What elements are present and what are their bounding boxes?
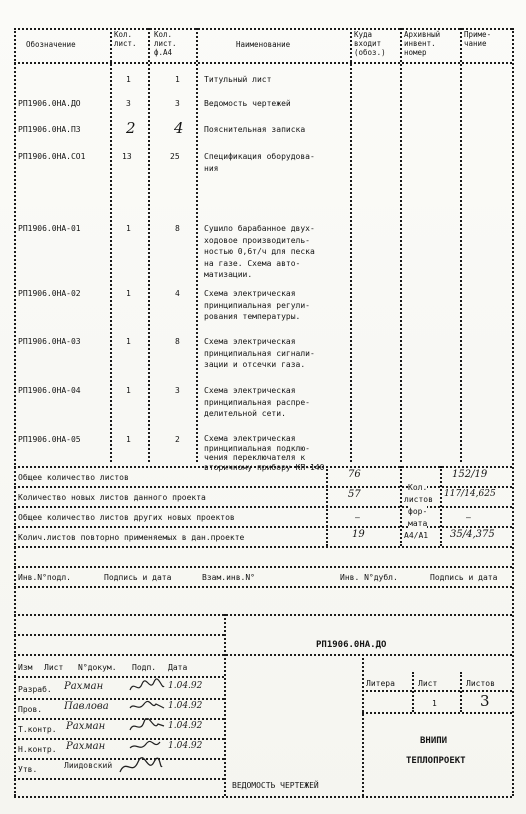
row-1-kol: 1: [126, 75, 131, 84]
stamp-col-4: [460, 672, 462, 712]
total-novykh-a4: 117/14,625: [444, 489, 496, 499]
totals-line-3: [14, 526, 512, 528]
header-kol-list: Кол. лист.: [114, 30, 137, 48]
row-7-a4: 8: [175, 337, 180, 346]
format-label-2: мата: [408, 519, 428, 528]
row-3-code: РП1906.0НА.ПЗ: [18, 125, 81, 134]
inv-dubl-label: Инв. N°дубл.: [340, 573, 398, 582]
row-9-code: РП1906.0НА-05: [18, 435, 81, 444]
row-2-kol: 3: [126, 99, 131, 108]
col-line-6: [460, 28, 462, 462]
tkontr-date: 1.04.92: [168, 721, 203, 731]
stamp-right-line-2: [362, 712, 512, 714]
stamp-listov-label: Листов: [466, 679, 495, 688]
header-kuda: Куда входит (обоз.): [354, 30, 386, 57]
frame-bottom: [14, 796, 512, 798]
row-1-name: Титульный лист: [204, 75, 272, 84]
inv-podpis2-label: Подпись и дата: [430, 573, 498, 582]
row-7-code: РП1906.0НА-03: [18, 337, 81, 346]
tkontr-role: Т.контр.: [18, 725, 57, 734]
row-2-code: РП1906.0НА.ДО: [18, 99, 81, 108]
header-naimenovanie: Наименование: [236, 40, 291, 49]
nkontr-role: Н.контр.: [18, 745, 57, 754]
header-arkhiv: Архивный инвент. номер: [404, 30, 441, 57]
row-9-kol: 1: [126, 435, 131, 444]
row-9-name: Схема электрическая принципиальная подклю- чения переключателя к вторичному прибору КП-140: [204, 434, 325, 472]
stamp-izm-label: Изм: [18, 663, 33, 672]
stamp-title: ВЕДОМОСТЬ ЧЕРТЕЖЕЙ: [232, 781, 319, 790]
frame-left: [14, 28, 16, 796]
row-6-kol: 1: [126, 289, 131, 298]
row-3-a4: 4: [174, 119, 184, 137]
frame-right: [512, 28, 514, 796]
stamp-line-c: [14, 676, 224, 678]
row-9-a4: 2: [175, 435, 180, 444]
row-1-a4: 1: [175, 75, 180, 84]
row-8-name: Схема электрическая принципиальная распре- делительной сети.: [204, 386, 310, 418]
totals-line-2: [14, 506, 512, 508]
total-obshchee-a4: 152/19: [452, 469, 488, 480]
total-drugikh-a4: —: [466, 513, 471, 522]
inv-line-bottom: [14, 586, 512, 588]
stamp-list-label-right: Лист: [418, 679, 438, 688]
inv-vzam-label: Взам.инв.N°: [202, 573, 255, 582]
row-8-code: РП1906.0НА-04: [18, 386, 81, 395]
prov-name: Павлова: [64, 701, 109, 712]
total-povtorno-val: 19: [352, 529, 365, 540]
total-obshchee-label: Общее количество листов: [18, 473, 129, 482]
header-kol-a4: Кол. лист. ф.А4: [154, 30, 177, 57]
row-4-a4: 25: [170, 152, 180, 161]
row-6-code: РП1906.0НА-02: [18, 289, 81, 298]
stamp-top-line: [14, 614, 512, 616]
format-kol-label: Кол.: [408, 483, 428, 492]
inv-podl-label: Инв.N°подл.: [18, 573, 71, 582]
row-2-a4: 3: [175, 99, 180, 108]
stamp-line-e: [14, 718, 224, 720]
totals-top-line: [14, 466, 512, 468]
signature-nkontr: [128, 738, 166, 756]
header-bottom-line: [14, 62, 512, 64]
row-5-name: Сушило барабанное двух- ходовое производитель- ностью 0,6т/ч для песка на газе. Схема авто- матизации.: [204, 224, 315, 279]
row-7-kol: 1: [126, 337, 131, 346]
col-line-4: [350, 28, 352, 462]
row-6-name: Схема электрическая принципиальная регули- рования температуры.: [204, 289, 310, 321]
col-line-3: [196, 28, 198, 462]
prov-role: Пров.: [18, 705, 43, 714]
totals-line-4: [14, 546, 512, 548]
signature-utv: [118, 756, 164, 778]
totals-col-1: [326, 466, 328, 546]
format-value: А4/А1: [404, 531, 429, 540]
stamp-line-h: [14, 778, 224, 780]
totals-col-3: [440, 466, 442, 546]
tkontr-name: Рахман: [66, 721, 106, 732]
header-primech: Приме- чание: [464, 30, 492, 48]
format-label-1: фор-: [408, 507, 428, 516]
stamp-col-1: [224, 614, 226, 796]
row-5-kol: 1: [126, 224, 131, 233]
row-7-name: Схема электрическая принципиальная сигнали- зации и отсечки газа.: [204, 337, 315, 369]
stamp-data-label: Дата: [168, 663, 188, 672]
stamp-document-code: РП1906.0НА.ДО: [316, 640, 387, 650]
signature-razrab: [128, 678, 166, 696]
total-obshchee-val: 76: [348, 469, 361, 480]
utv-name: Лиидовский: [64, 761, 113, 770]
org-name-line-1: ВНИПИ: [420, 736, 448, 746]
stamp-line-b: [14, 654, 512, 656]
signature-tkontr: [128, 718, 166, 736]
format-listov-label: листов: [404, 495, 433, 504]
totals-line-1: [14, 486, 512, 488]
total-povtorno-a4: 35/4,375: [450, 529, 495, 540]
inv-podpis-label: Подпись и дата: [104, 573, 172, 582]
stamp-line-a: [14, 634, 224, 636]
row-4-kol: 13: [122, 152, 132, 161]
prov-date: 1.04.92: [168, 701, 203, 711]
inv-line-top: [14, 566, 512, 568]
row-6-a4: 4: [175, 289, 180, 298]
row-2-name: Ведомость чертежей: [204, 99, 291, 108]
header-oboznachenie: Обозначение: [26, 40, 76, 49]
stamp-col-2: [362, 654, 364, 796]
org-name-line-2: ТЕПЛОПРОЕКТ: [406, 756, 466, 766]
total-povtorno-label: Колич.листов повторно применяемых в дан.проекте: [18, 533, 245, 542]
row-8-kol: 1: [126, 386, 131, 395]
stamp-line-d: [14, 698, 224, 700]
total-drugikh-val: —: [355, 513, 360, 522]
row-3-name: Пояснительная записка: [204, 125, 306, 134]
total-drugikh-label: Общее количество листов других новых проектов: [18, 513, 235, 522]
col-line-1: [110, 28, 112, 462]
stamp-list-label: Лист: [44, 663, 64, 672]
row-4-name: Спецификация оборудова- ния: [204, 152, 315, 173]
razrab-role: Разраб.: [18, 685, 52, 694]
nkontr-name: Рахман: [66, 741, 106, 752]
stamp-list-value: 1: [432, 699, 437, 708]
row-4-code: РП1906.0НА.СО1: [18, 152, 86, 161]
total-novykh-val: 57: [348, 489, 361, 500]
utv-role: Утв.: [18, 765, 38, 774]
stamp-line-f: [14, 738, 224, 740]
nkontr-date: 1.04.92: [168, 741, 203, 751]
stamp-litera-label: Литера: [366, 679, 395, 688]
col-line-5: [400, 28, 402, 462]
stamp-listov-value: 3: [480, 692, 490, 710]
row-3-kol: 2: [126, 119, 136, 137]
total-novykh-label: Количество новых листов данного проекта: [18, 493, 206, 502]
signature-prov: [128, 698, 166, 716]
row-8-a4: 3: [175, 386, 180, 395]
stamp-col-3: [412, 672, 414, 712]
col-line-2: [148, 28, 150, 462]
stamp-ndokum-label: N°докум.: [78, 663, 117, 672]
row-5-a4: 8: [175, 224, 180, 233]
stamp-podp-label: Подп.: [132, 663, 157, 672]
razrab-name: Рахман: [64, 681, 104, 692]
row-5-code: РП1906.0НА-01: [18, 224, 81, 233]
totals-col-2: [400, 466, 402, 546]
razrab-date: 1.04.92: [168, 681, 203, 691]
